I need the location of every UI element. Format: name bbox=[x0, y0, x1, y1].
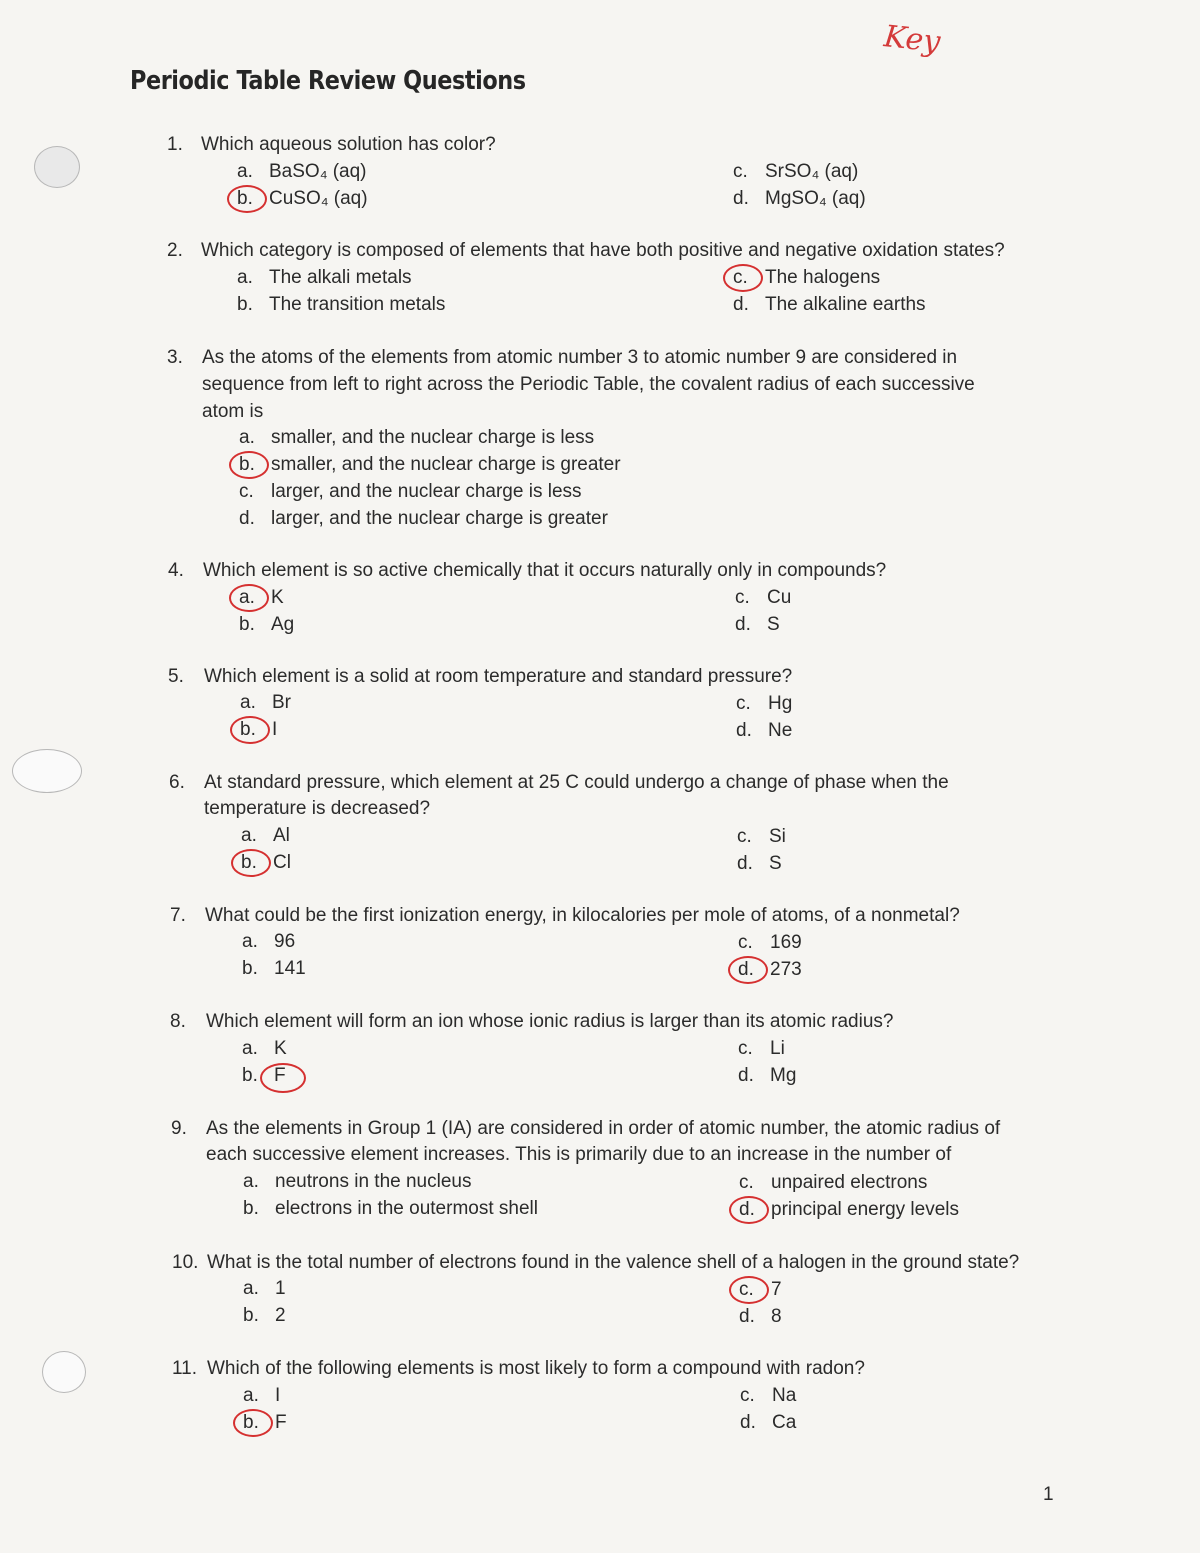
option-c[interactable]: c. Cu bbox=[735, 587, 792, 608]
option-d[interactable]: d. 8 bbox=[739, 1306, 782, 1327]
option-d[interactable]: d. Ca bbox=[740, 1412, 797, 1433]
binder-hole-icon bbox=[42, 1351, 86, 1393]
question-number: 1. bbox=[167, 134, 183, 155]
option-d[interactable]: d. S bbox=[735, 614, 780, 635]
question-number: 10. bbox=[172, 1252, 199, 1273]
question-text: Which category is composed of elements that have both positive and negative oxidation states? bbox=[201, 240, 1005, 261]
question-text: Which of the following elements is most likely to form a compound with radon? bbox=[207, 1358, 865, 1379]
binder-hole-icon bbox=[34, 146, 80, 188]
question-9 bbox=[171, 1115, 1071, 1235]
option-b[interactable]: b. I bbox=[240, 716, 277, 743]
question-text: What is the total number of electrons found in the valence shell of a halogen in the ground state? bbox=[207, 1252, 1020, 1273]
option-b[interactable]: b. The transition metals bbox=[237, 294, 446, 315]
question-5 bbox=[168, 663, 1068, 753]
option-c[interactable]: c. Na bbox=[740, 1385, 797, 1406]
option-a[interactable]: a. I bbox=[243, 1385, 281, 1406]
question-number: 7. bbox=[170, 905, 186, 926]
option-b[interactable]: b. F bbox=[243, 1409, 287, 1436]
option-a[interactable]: a. K bbox=[242, 1038, 287, 1059]
question-text: atom is bbox=[202, 401, 264, 422]
option-d[interactable]: d. The alkaline earths bbox=[733, 294, 926, 315]
option-a[interactable]: a. smaller, and the nuclear charge is less bbox=[239, 427, 595, 448]
option-a[interactable]: a. K bbox=[239, 584, 284, 611]
option-a[interactable]: a. The alkali metals bbox=[237, 267, 412, 288]
question-8 bbox=[170, 1008, 1070, 1098]
option-c[interactable]: c. Hg bbox=[736, 693, 793, 714]
option-b[interactable]: b. 141 bbox=[242, 958, 306, 979]
option-a[interactable]: a. 96 bbox=[242, 931, 296, 952]
option-c[interactable]: c. larger, and the nuclear charge is less bbox=[239, 481, 582, 502]
option-b[interactable]: b. smaller, and the nuclear charge is greater bbox=[239, 451, 621, 478]
question-2 bbox=[167, 237, 1067, 327]
question-text: sequence from left to right across the Periodic Table, the covalent radius of each successive bbox=[202, 374, 975, 395]
binder-hole-icon bbox=[12, 749, 82, 793]
answer-key-note: Key bbox=[882, 19, 942, 60]
question-number: 3. bbox=[167, 347, 183, 368]
option-b[interactable]: b. CuSO₄ (aq) bbox=[237, 185, 368, 212]
option-d[interactable]: d. MgSO₄ (aq) bbox=[733, 188, 866, 209]
question-text: Which element will form an ion whose ionic radius is larger than its atomic radius? bbox=[206, 1011, 894, 1032]
option-d[interactable]: d. principal energy levels bbox=[739, 1196, 959, 1223]
option-c[interactable]: c. SrSO₄ (aq) bbox=[733, 161, 859, 182]
option-b[interactable]: b. 2 bbox=[243, 1305, 286, 1326]
option-c[interactable]: c. Si bbox=[737, 826, 786, 847]
answer-circle: d. bbox=[738, 956, 770, 983]
question-text: What could be the first ionization energy, in kilocalories per mole of atoms, of a nonmetal? bbox=[205, 905, 960, 926]
answer-circle: b. bbox=[241, 849, 273, 876]
question-3 bbox=[167, 344, 1067, 534]
option-a[interactable]: a. BaSO₄ (aq) bbox=[237, 161, 367, 182]
question-number: 9. bbox=[171, 1118, 187, 1139]
option-d[interactable]: d. Mg bbox=[738, 1065, 797, 1086]
question-text: As the elements in Group 1 (IA) are considered in order of atomic number, the atomic radius of bbox=[206, 1118, 1001, 1139]
answer-circle: a. bbox=[239, 584, 271, 611]
question-6 bbox=[169, 769, 1069, 889]
option-c[interactable]: c. unpaired electrons bbox=[739, 1172, 928, 1193]
option-a[interactable]: a. Br bbox=[240, 692, 291, 713]
answer-circle: b. bbox=[240, 716, 272, 743]
option-a[interactable]: a. neutrons in the nucleus bbox=[243, 1171, 472, 1192]
question-number: 8. bbox=[170, 1011, 186, 1032]
question-text: each successive element increases. This is primarily due to an increase in the number of bbox=[206, 1144, 952, 1165]
question-number: 4. bbox=[168, 560, 184, 581]
option-a[interactable]: a. Al bbox=[241, 825, 290, 846]
question-text: At standard pressure, which element at 25 C could undergo a change of phase when the bbox=[204, 772, 949, 793]
answer-circle: d. bbox=[739, 1196, 771, 1223]
answer-circle: b. bbox=[243, 1409, 275, 1436]
question-number: 6. bbox=[169, 772, 185, 793]
answer-circle: F bbox=[274, 1065, 286, 1086]
question-number: 5. bbox=[168, 666, 184, 687]
question-10 bbox=[172, 1249, 1072, 1339]
option-c[interactable]: c. Li bbox=[738, 1038, 785, 1059]
answer-circle: b. bbox=[237, 185, 269, 212]
question-text: Which element is so active chemically that it occurs naturally only in compounds? bbox=[203, 560, 887, 581]
question-text: Which aqueous solution has color? bbox=[201, 134, 496, 155]
option-c[interactable]: c. The halogens bbox=[733, 264, 880, 291]
option-d[interactable]: d. Ne bbox=[736, 720, 793, 741]
option-c[interactable]: c. 7 bbox=[739, 1276, 782, 1303]
question-number: 2. bbox=[167, 240, 183, 261]
question-text: Which element is a solid at room temperature and standard pressure? bbox=[204, 666, 793, 687]
page-title: Periodic Table Review Questions bbox=[130, 66, 526, 96]
option-a[interactable]: a. 1 bbox=[243, 1278, 286, 1299]
answer-circle: c. bbox=[733, 264, 765, 291]
option-b[interactable]: b. Cl bbox=[241, 849, 291, 876]
option-c[interactable]: c. 169 bbox=[738, 932, 802, 953]
option-d[interactable]: d. S bbox=[737, 853, 782, 874]
question-text: temperature is decreased? bbox=[204, 798, 431, 819]
answer-circle-icon bbox=[260, 1063, 306, 1093]
answer-circle: b. bbox=[239, 451, 271, 478]
question-text: As the atoms of the elements from atomic number 3 to atomic number 9 are considered in bbox=[202, 347, 958, 368]
question-1 bbox=[167, 131, 1067, 221]
question-4 bbox=[168, 557, 1068, 647]
page-number: 1 bbox=[1043, 1484, 1054, 1505]
question-11 bbox=[172, 1355, 1072, 1445]
option-b[interactable]: b. electrons in the outermost shell bbox=[243, 1198, 538, 1219]
option-b[interactable]: b. F bbox=[242, 1062, 286, 1089]
question-7 bbox=[170, 902, 1070, 992]
option-b[interactable]: b. Ag bbox=[239, 614, 295, 635]
answer-circle: c. bbox=[739, 1276, 771, 1303]
option-d[interactable]: d. 273 bbox=[738, 956, 802, 983]
question-number: 11. bbox=[172, 1358, 198, 1379]
option-d[interactable]: d. larger, and the nuclear charge is greater bbox=[239, 508, 608, 529]
